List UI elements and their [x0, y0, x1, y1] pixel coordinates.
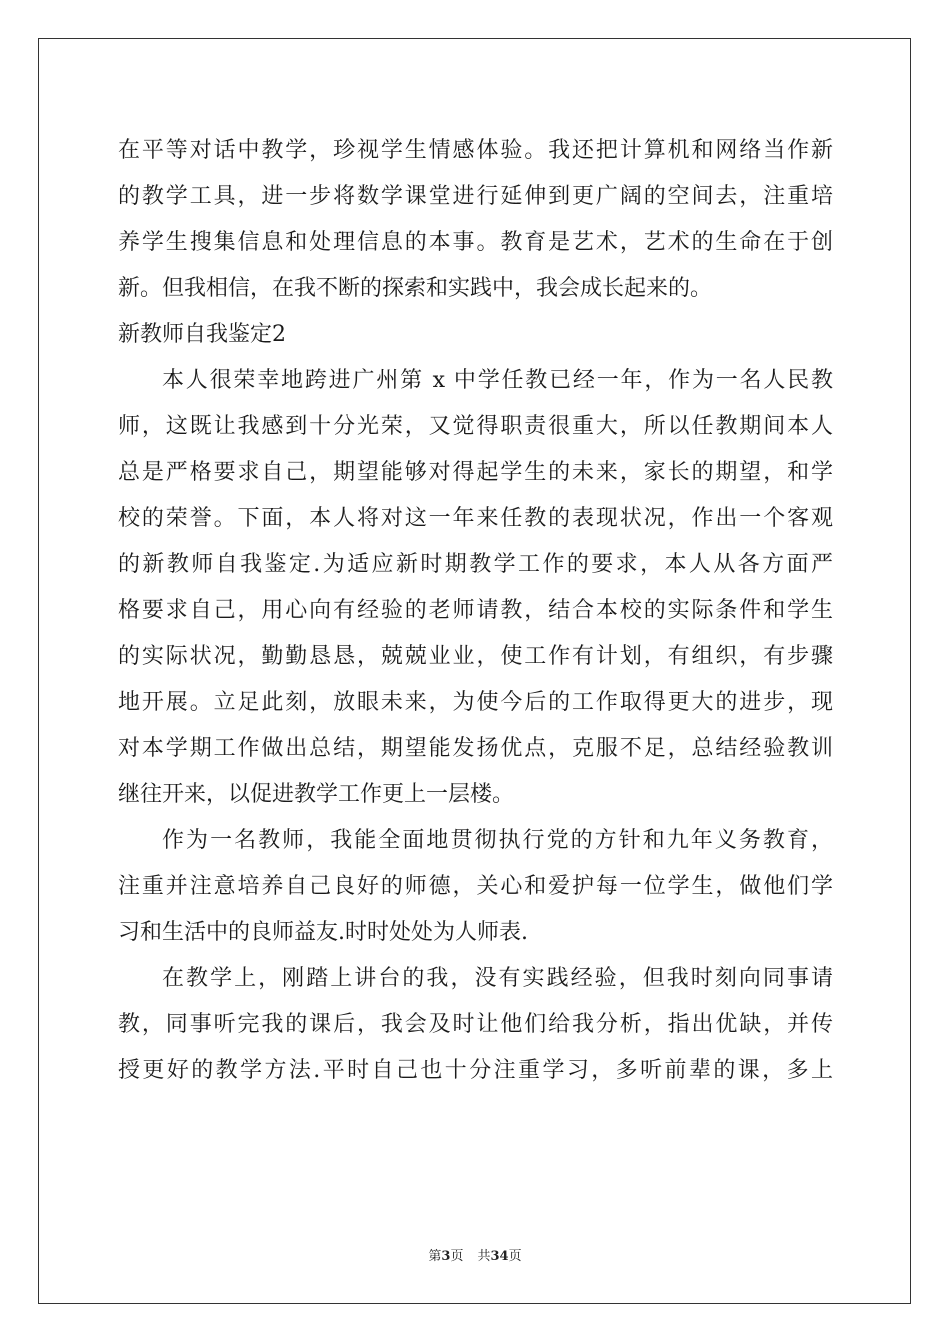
text-line: 继往开来，以促进教学工作更上一层楼。: [118, 782, 515, 807]
page-prefix: 第: [428, 1249, 442, 1264]
text-line: 养学生搜集信息和处理信息的本事。教育是艺术，艺术的生命在于创: [118, 230, 833, 255]
text-line: 的新教师自我鉴定.为适应新时期教学工作的要求，本人从各方面严: [118, 552, 833, 577]
text-line: 作为一名教师，我能全面地贯彻执行党的方针和九年义务教育，: [162, 828, 833, 853]
total-suffix: 页: [508, 1249, 522, 1264]
text-line: 注重并注意培养自己良好的师德，关心和爱护每一位学生，做他们学: [118, 874, 833, 899]
total-pages: 34: [490, 1249, 509, 1264]
page-number: 3: [441, 1249, 451, 1264]
text-line: 在教学上，刚踏上讲台的我，没有实践经验，但我时刻向同事请: [162, 966, 833, 991]
document-body: [118, 128, 833, 1094]
page-suffix: 页: [450, 1249, 464, 1264]
text-line: 格要求自己，用心向有经验的老师请教，结合本校的实际条件和学生: [118, 598, 833, 623]
text-line: 授更好的教学方法.平时自己也十分注重学习，多听前辈的课，多上: [118, 1058, 833, 1083]
section-heading: 新教师自我鉴定2: [118, 322, 286, 347]
text-line: 地开展。立足此刻，放眼未来，为使今后的工作取得更大的进步，现: [118, 690, 833, 715]
text-line: 师，这既让我感到十分光荣，又觉得职责很重大，所以任教期间本人: [118, 414, 833, 439]
total-prefix: 共: [477, 1249, 491, 1264]
text-line: 的教学工具，进一步将数学课堂进行延伸到更广阔的空间去，注重培: [118, 184, 833, 209]
text-line: 的实际状况，勤勤恳恳，兢兢业业，使工作有计划，有组织，有步骤: [118, 644, 833, 669]
text-line: 校的荣誉。下面，本人将对这一年来任教的表现状况，作出一个客观: [118, 506, 833, 531]
page-footer: [0, 1245, 950, 1264]
text-line: 对本学期工作做出总结，期望能发扬优点，克服不足，总结经验教训: [118, 736, 833, 761]
text-line: 在平等对话中教学，珍视学生情感体验。我还把计算机和网络当作新: [118, 138, 833, 163]
text-line: 教，同事听完我的课后，我会及时让他们给我分析，指出优缺，并传: [118, 1012, 833, 1037]
text-line: 习和生活中的良师益友.时时处处为人师表.: [118, 920, 528, 945]
text-line: 本人很荣幸地跨进广州第 x 中学任教已经一年，作为一名人民教: [162, 368, 833, 393]
text-line: 新。但我相信，在我不断的探索和实践中，我会成长起来的。: [118, 276, 713, 301]
text-line: 总是严格要求自己，期望能够对得起学生的未来，家长的期望，和学: [118, 460, 833, 485]
